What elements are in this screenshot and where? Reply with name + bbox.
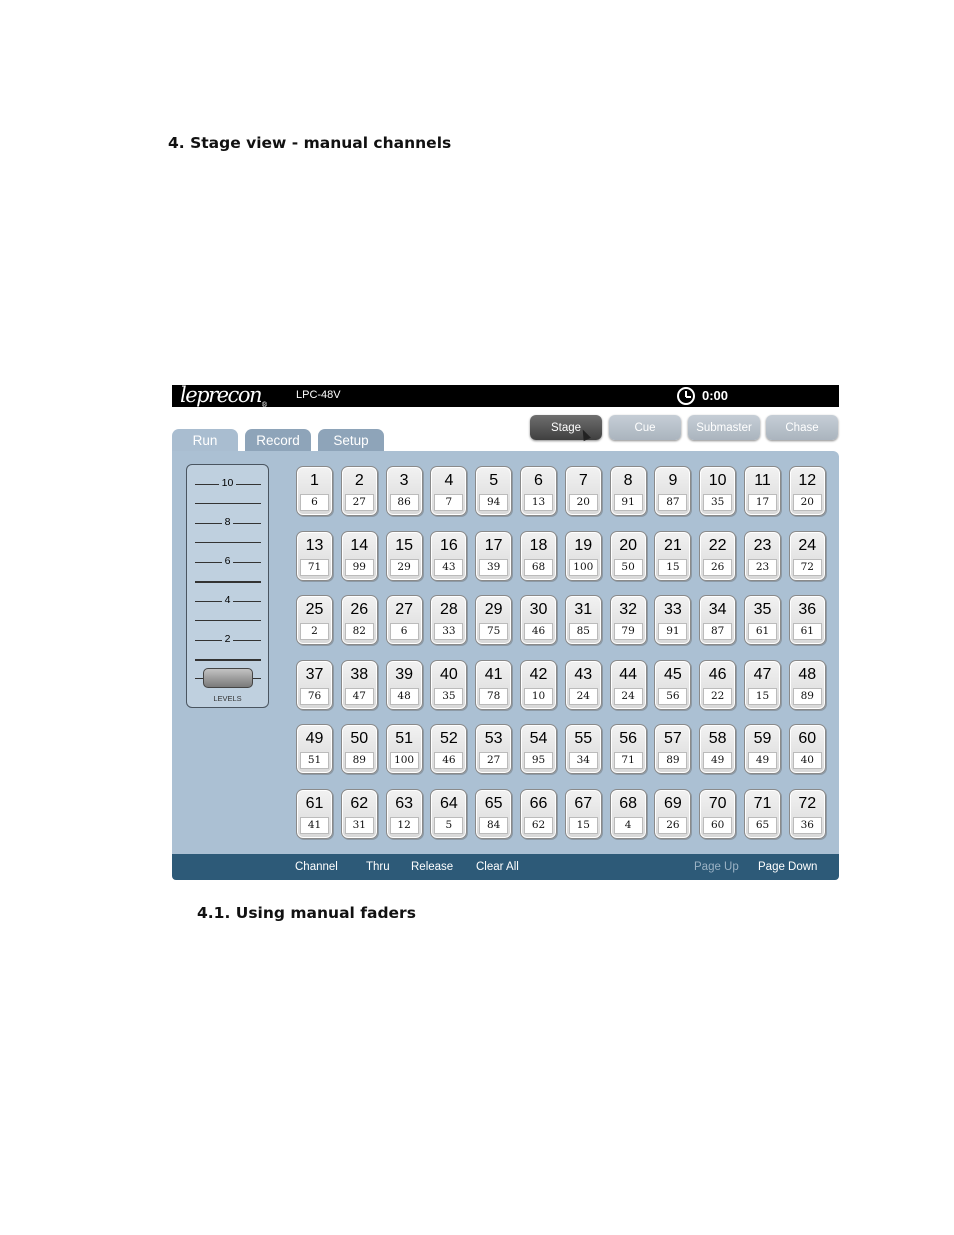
channel-number: 29: [484, 601, 503, 619]
channel-number: 15: [395, 536, 413, 554]
channel-button[interactable]: [565, 724, 602, 774]
channel-button[interactable]: [475, 789, 512, 839]
channel-level: 35: [434, 688, 463, 705]
channel-button[interactable]: [520, 531, 557, 581]
channel-level: 72: [793, 559, 822, 576]
clear-all-button[interactable]: Clear All: [476, 861, 519, 873]
channel-level: 7: [434, 494, 463, 511]
channel-level: 17: [748, 494, 777, 511]
channel-level: 100: [390, 752, 419, 769]
channel-button[interactable]: [565, 531, 602, 581]
channel-number: 11: [754, 472, 771, 489]
channel-button[interactable]: [475, 595, 512, 645]
channel-number: 64: [439, 795, 458, 812]
channel-level: 40: [793, 752, 822, 769]
subsection-heading: 4.1. Using manual faders: [197, 904, 416, 922]
channel-number: 58: [708, 730, 727, 748]
channel-button[interactable]: [386, 660, 423, 710]
channel-number: 26: [350, 601, 369, 619]
channel-button[interactable]: [699, 595, 736, 645]
channel-number: 43: [574, 665, 593, 683]
channel-level: 15: [569, 817, 598, 834]
channel-level: 94: [479, 494, 508, 511]
channel-level: 87: [703, 623, 732, 640]
fader-tick-4: 4: [187, 594, 268, 606]
thru-button[interactable]: Thru: [366, 861, 390, 873]
channel-level: 23: [748, 559, 777, 576]
channel-level: 29: [390, 559, 419, 576]
channel-number: 59: [753, 730, 772, 748]
channel-level: 49: [703, 752, 732, 769]
channel-level: 41: [300, 817, 329, 834]
channel-button[interactable]: [610, 531, 647, 581]
channel-button[interactable]: [654, 660, 691, 710]
channel-button[interactable]: [475, 531, 512, 581]
channel-number: 33: [663, 601, 682, 619]
channel-button[interactable]: Channel: [295, 861, 338, 873]
channel-button[interactable]: [430, 595, 467, 645]
levels-fader[interactable]: [186, 464, 269, 708]
channel-number: 60: [798, 730, 817, 748]
channel-button[interactable]: [296, 466, 333, 516]
channel-button[interactable]: [699, 724, 736, 774]
channel-number: 1: [310, 472, 319, 489]
fader-line: [195, 659, 261, 661]
channel-number: 8: [623, 472, 633, 489]
channel-button[interactable]: [386, 789, 423, 839]
channel-button[interactable]: [520, 595, 557, 645]
channel-number: 51: [395, 730, 413, 748]
channel-button[interactable]: [341, 789, 378, 839]
channel-number: 52: [439, 730, 458, 748]
channel-number: 13: [305, 536, 324, 554]
fader-label: LEVELS: [213, 694, 242, 703]
channel-level: 71: [300, 559, 329, 576]
channel-number: 2: [354, 472, 364, 489]
channel-number: 70: [708, 795, 727, 812]
channel-level: 12: [390, 817, 419, 834]
fader-tick-2: 2: [187, 633, 268, 645]
channel-button[interactable]: [430, 724, 467, 774]
channel-level: 27: [479, 752, 508, 769]
channel-button[interactable]: [654, 595, 691, 645]
release-button[interactable]: Release: [411, 861, 454, 873]
channel-button[interactable]: [565, 789, 602, 839]
channel-level: 82: [345, 623, 374, 640]
channel-number: 34: [708, 601, 727, 619]
channel-level: 71: [614, 752, 643, 769]
channel-button[interactable]: [789, 660, 826, 710]
channel-number: 44: [619, 665, 637, 683]
channel-number: 71: [753, 795, 772, 812]
tab-run[interactable]: Run: [172, 429, 238, 451]
channel-number: 3: [399, 472, 409, 489]
channel-button[interactable]: [789, 789, 826, 839]
channel-number: 61: [305, 795, 324, 812]
channel-button[interactable]: [654, 724, 691, 774]
channel-button[interactable]: [699, 789, 736, 839]
model-name: LPC-48V: [296, 389, 341, 401]
channel-button[interactable]: [341, 466, 378, 516]
channel-level: 65: [748, 817, 777, 834]
channel-level: 60: [703, 817, 732, 834]
channel-number: 65: [484, 795, 503, 812]
fader-tick-10: 10: [187, 477, 268, 489]
channel-number: 55: [574, 730, 593, 748]
channel-button[interactable]: [744, 660, 781, 710]
channel-level: 36: [793, 817, 822, 834]
channel-button[interactable]: [565, 466, 602, 516]
channel-level: 89: [345, 752, 374, 769]
channel-button[interactable]: [610, 660, 647, 710]
channel-level: 20: [569, 494, 598, 511]
channel-level: 47: [345, 688, 374, 705]
channel-button[interactable]: [744, 724, 781, 774]
channel-number: 35: [753, 601, 772, 619]
fader-knob[interactable]: [203, 668, 253, 688]
channel-button[interactable]: [789, 531, 826, 581]
channel-number: 69: [663, 795, 682, 812]
channel-button[interactable]: [744, 466, 781, 516]
channel-level: 48: [390, 688, 419, 705]
channel-number: 38: [350, 665, 369, 683]
channel-number: 18: [529, 536, 548, 554]
fader-line: [195, 542, 261, 543]
channel-number: 50: [350, 730, 369, 748]
channel-button[interactable]: [475, 660, 512, 710]
channel-level: 49: [748, 752, 777, 769]
channel-number: 36: [798, 601, 817, 619]
tab-setup[interactable]: Setup: [318, 429, 384, 451]
logo-text: leprecon: [180, 383, 261, 407]
page-up-button[interactable]: Page Up: [694, 861, 739, 873]
channel-level: 50: [614, 559, 643, 576]
channel-number: 12: [798, 472, 817, 489]
section-heading: 4. Stage view - manual channels: [168, 134, 452, 152]
channel-button[interactable]: [610, 789, 647, 839]
channel-button[interactable]: [744, 531, 781, 581]
channel-level: 89: [658, 752, 687, 769]
channel-level: 15: [658, 559, 687, 576]
channel-level: 22: [703, 688, 732, 705]
logo-registered-mark: ®: [260, 401, 268, 410]
channel-level: 34: [569, 752, 598, 769]
channel-button[interactable]: [341, 595, 378, 645]
channel-level: 46: [434, 752, 463, 769]
submaster-button[interactable]: Submaster: [688, 415, 760, 440]
channel-level: 24: [614, 688, 643, 705]
channel-button[interactable]: [341, 660, 378, 710]
channel-button[interactable]: [386, 531, 423, 581]
channel-level: 87: [658, 494, 687, 511]
channel-button[interactable]: [699, 531, 736, 581]
channel-number: 17: [484, 536, 503, 554]
chase-button[interactable]: Chase: [766, 415, 838, 440]
channel-number: 40: [439, 665, 458, 683]
channel-level: 5: [434, 817, 463, 834]
channel-button[interactable]: [296, 660, 333, 710]
stage-button[interactable]: Stage: [530, 415, 602, 440]
channel-button[interactable]: [475, 724, 512, 774]
channel-level: 75: [479, 623, 508, 640]
channel-number: 46: [708, 665, 727, 683]
channel-number: 24: [798, 536, 817, 554]
page-down-button[interactable]: Page Down: [758, 861, 818, 873]
fader-tick-8: 8: [187, 516, 268, 528]
channel-number: 41: [484, 665, 503, 683]
channel-level: 24: [569, 688, 598, 705]
channel-number: 25: [305, 601, 324, 619]
channel-number: 4: [444, 472, 454, 489]
channel-button[interactable]: [520, 660, 557, 710]
channel-button[interactable]: [296, 789, 333, 839]
channel-button[interactable]: [386, 595, 423, 645]
channel-button[interactable]: [565, 595, 602, 645]
clock-time: 0:00: [702, 388, 729, 403]
channel-number: 42: [529, 665, 548, 683]
channel-level: 27: [345, 494, 374, 511]
channel-button[interactable]: [430, 660, 467, 710]
channel-button[interactable]: [341, 531, 378, 581]
channel-number: 67: [574, 795, 593, 812]
channel-button[interactable]: [520, 789, 557, 839]
channel-level: 100: [569, 559, 598, 576]
channel-number: 49: [305, 730, 324, 748]
channel-number: 21: [663, 536, 682, 554]
channel-level: 62: [524, 817, 553, 834]
channel-level: 6: [300, 494, 329, 511]
channel-number: 30: [529, 601, 548, 619]
channel-level: 31: [345, 817, 374, 834]
channel-number: 16: [439, 536, 458, 554]
channel-level: 10: [524, 688, 553, 705]
channel-button[interactable]: [699, 660, 736, 710]
channel-level: 79: [614, 623, 643, 640]
channel-number: 20: [619, 536, 637, 554]
channel-level: 68: [524, 559, 553, 576]
channel-level: 20: [793, 494, 822, 511]
channel-number: 47: [753, 665, 772, 683]
fader-tick-6: 6: [187, 555, 268, 567]
channel-level: 91: [614, 494, 643, 511]
channel-number: 6: [534, 472, 543, 489]
channel-button[interactable]: [789, 724, 826, 774]
channel-button[interactable]: [610, 595, 647, 645]
channel-number: 5: [489, 472, 499, 489]
channel-button[interactable]: [386, 724, 423, 774]
title-bar: [172, 383, 839, 410]
channel-button[interactable]: [386, 466, 423, 516]
channel-button[interactable]: [430, 531, 467, 581]
channel-level: 91: [658, 623, 687, 640]
channel-level: 46: [524, 623, 553, 640]
channel-number: 9: [668, 472, 678, 489]
channel-number: 32: [619, 601, 637, 619]
channel-number: 68: [619, 795, 637, 812]
channel-button[interactable]: [341, 724, 378, 774]
channel-number: 56: [619, 730, 637, 748]
leprecon-logo: [180, 383, 268, 409]
channel-level: 61: [748, 623, 777, 640]
channel-button[interactable]: [654, 531, 691, 581]
channel-level: 84: [479, 817, 508, 834]
channel-level: 26: [703, 559, 732, 576]
channel-level: 6: [390, 623, 419, 640]
channel-number: 37: [305, 665, 324, 683]
channel-level: 2: [300, 623, 329, 640]
tab-record[interactable]: Record: [245, 429, 311, 451]
channel-number: 27: [395, 601, 413, 619]
channel-number: 63: [395, 795, 413, 812]
channel-number: 48: [798, 665, 817, 683]
channel-level: 26: [658, 817, 687, 834]
channel-button[interactable]: [296, 595, 333, 645]
channel-level: 78: [479, 688, 508, 705]
channel-number: 62: [350, 795, 369, 812]
channel-button[interactable]: [430, 466, 467, 516]
fader-line: [195, 620, 261, 621]
channel-button[interactable]: [699, 466, 736, 516]
lpc-48v-screenshot: [172, 385, 839, 881]
channel-number: 66: [529, 795, 548, 812]
fader-line: [195, 503, 261, 504]
channel-button[interactable]: [430, 789, 467, 839]
channel-level: 61: [793, 623, 822, 640]
fader-line: [195, 581, 261, 583]
channel-button[interactable]: [654, 466, 691, 516]
channel-number: 14: [350, 536, 369, 554]
channel-level: 76: [300, 688, 329, 705]
channel-level: 4: [614, 817, 643, 834]
bottom-toolbar: [172, 854, 839, 880]
channel-button[interactable]: [475, 466, 512, 516]
channel-number: 28: [439, 601, 458, 619]
channel-level: 86: [390, 494, 419, 511]
channel-number: 22: [708, 536, 727, 554]
cue-button[interactable]: Cue: [609, 415, 681, 440]
channel-level: 51: [300, 752, 329, 769]
clock-icon: [677, 387, 695, 405]
channel-level: 35: [703, 494, 732, 511]
channel-level: 33: [434, 623, 463, 640]
channel-number: 31: [574, 601, 593, 619]
channel-level: 56: [658, 688, 687, 705]
channel-number: 54: [529, 730, 548, 748]
channel-number: 19: [574, 536, 593, 554]
channel-level: 13: [524, 494, 553, 511]
channel-level: 89: [793, 688, 822, 705]
channel-level: 39: [479, 559, 508, 576]
channel-number: 23: [753, 536, 772, 554]
channel-button[interactable]: [789, 466, 826, 516]
channel-level: 95: [524, 752, 553, 769]
channel-number: 39: [395, 665, 413, 683]
channel-number: 10: [708, 472, 727, 489]
channel-number: 45: [663, 665, 682, 683]
channel-level: 99: [345, 559, 374, 576]
channel-button[interactable]: [296, 531, 333, 581]
channel-button[interactable]: [744, 789, 781, 839]
channel-number: 53: [484, 730, 503, 748]
channel-button[interactable]: [789, 595, 826, 645]
channel-level: 43: [434, 559, 463, 576]
channel-button[interactable]: [520, 466, 557, 516]
channel-number: 57: [663, 730, 682, 748]
channel-button[interactable]: [654, 789, 691, 839]
channel-number: 7: [578, 472, 588, 489]
channel-level: 85: [569, 623, 598, 640]
channel-button[interactable]: [744, 595, 781, 645]
channel-level: 15: [748, 688, 777, 705]
channel-button[interactable]: [520, 724, 557, 774]
channel-button[interactable]: [565, 660, 602, 710]
channel-button[interactable]: [610, 466, 647, 516]
channel-number: 72: [798, 795, 817, 812]
channel-button[interactable]: [296, 724, 333, 774]
channel-button[interactable]: [610, 724, 647, 774]
